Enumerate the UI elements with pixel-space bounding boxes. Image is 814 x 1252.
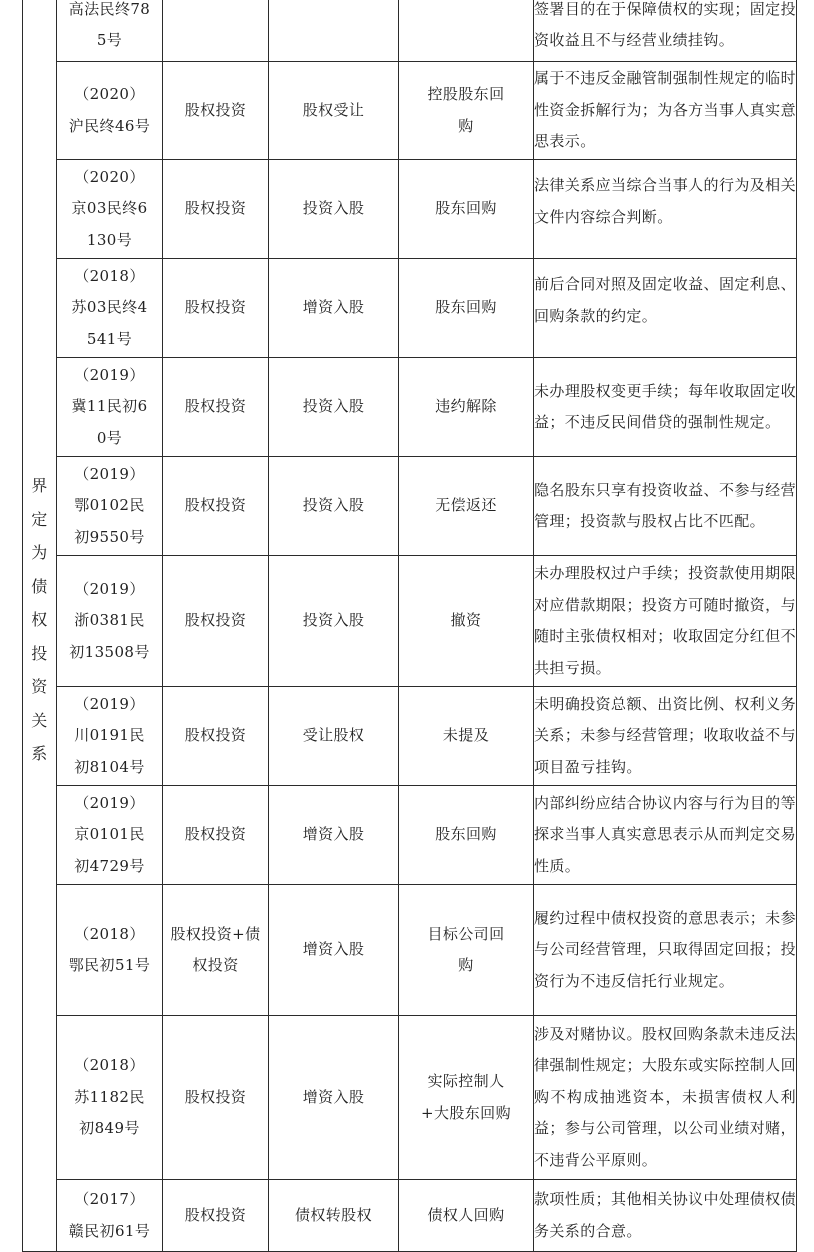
case-number: （2020）京03民终6130号 bbox=[71, 167, 148, 249]
table-row bbox=[23, 0, 797, 62]
judgment-reason: 前后合同对照及固定收益、固定利息、回购条款的约定。 bbox=[534, 275, 796, 325]
investment-method-cell bbox=[269, 457, 399, 556]
case-number: （2018）鄂民初51号 bbox=[68, 924, 151, 974]
exit-method-cell bbox=[399, 1180, 534, 1252]
investment-method-cell bbox=[269, 687, 399, 786]
judgment-reason: 隐名股东只享有投资收益、不参与经营管理；投资款与股权占比不匹配。 bbox=[534, 480, 796, 530]
case-number: （2019）浙0381民初13508号 bbox=[69, 579, 150, 661]
investment-method-cell bbox=[269, 358, 399, 457]
judgment-reason: 未明确投资总额、出资比例、权利义务关系；未参与经营管理；收取收益不与项目盈亏挂钩。 bbox=[534, 694, 796, 776]
investment-method-cell bbox=[269, 786, 399, 885]
investment-method: 股权受让 bbox=[302, 100, 365, 119]
case-number: （2019）鄂0102民初9550号 bbox=[74, 464, 145, 546]
case-number: （2018）苏03民终4541号 bbox=[71, 266, 148, 348]
judgment-reason: 款项性质；其他相关协议中处理债权债务关系的合意。 bbox=[534, 1190, 796, 1240]
investment-method-cell bbox=[269, 160, 399, 259]
exit-method: 目标公司回购 bbox=[427, 924, 505, 974]
exit-method-cell bbox=[399, 556, 534, 687]
case-number: （2019）川0191民初8104号 bbox=[74, 694, 145, 776]
exit-method-cell bbox=[399, 259, 534, 358]
judgment-reason: 涉及对赌协议。股权回购条款未违反法律强制性规定；大股东或实际控制人回购不构成抽逃资本，未损害债权人利益；参与公司管理，以公司业绩对赌，不违背公平原则。 bbox=[534, 1024, 796, 1169]
investment-nature: 股权投资 bbox=[184, 496, 247, 515]
judgment-reason: 法律关系应当综合当事人的行为及相关文件内容综合判断。 bbox=[534, 176, 796, 226]
exit-method: 实际控制人+大股东回购 bbox=[421, 1072, 511, 1122]
judgment-reason-cell bbox=[534, 259, 797, 358]
investment-nature-cell bbox=[163, 0, 269, 62]
exit-method: 控股股东回购 bbox=[427, 85, 505, 135]
investment-nature-cell bbox=[163, 160, 269, 259]
exit-method-cell bbox=[399, 687, 534, 786]
investment-nature-cell bbox=[163, 786, 269, 885]
exit-method-cell bbox=[399, 0, 534, 62]
investment-method: 增资入股 bbox=[302, 1087, 365, 1106]
investment-nature: 股权投资 bbox=[184, 298, 247, 317]
judgment-reason-cell bbox=[534, 457, 797, 556]
category-label: 界定为债权投资关系 bbox=[31, 476, 48, 764]
exit-method: 股东回购 bbox=[435, 825, 497, 844]
judgment-reason-cell bbox=[534, 687, 797, 786]
case-number: （2017）赣民初61号 bbox=[68, 1190, 151, 1240]
exit-method-cell bbox=[399, 358, 534, 457]
exit-method: 违约解除 bbox=[435, 397, 497, 416]
exit-method: 未提及 bbox=[442, 726, 490, 745]
case-number-cell bbox=[57, 0, 163, 62]
judgment-reason: 未办理股权变更手续；每年收取固定收益；不违反民间借贷的强制性规定。 bbox=[534, 381, 796, 431]
investment-nature: 股权投资 bbox=[184, 397, 247, 416]
exit-method-cell bbox=[399, 786, 534, 885]
case-number-cell bbox=[57, 885, 163, 1016]
judgment-reason-cell bbox=[534, 1180, 797, 1252]
judgment-reason-cell bbox=[534, 0, 797, 62]
table-row bbox=[23, 358, 797, 457]
case-number-cell bbox=[57, 457, 163, 556]
judgment-reason: 属于不违反金融管制强制性规定的临时性资金拆解行为；为各方当事人真实意思表示。 bbox=[534, 69, 796, 151]
investment-nature-cell bbox=[163, 62, 269, 160]
investment-method: 投资入股 bbox=[302, 199, 365, 218]
case-number-cell bbox=[57, 358, 163, 457]
table-row bbox=[23, 786, 797, 885]
judgment-reason-cell bbox=[534, 556, 797, 687]
exit-method: 股东回购 bbox=[435, 298, 497, 317]
exit-method: 撤资 bbox=[450, 611, 482, 630]
investment-nature-cell bbox=[163, 358, 269, 457]
investment-method-cell bbox=[269, 1180, 399, 1252]
investment-nature-cell bbox=[163, 1016, 269, 1180]
table-row bbox=[23, 457, 797, 556]
investment-nature: 股权投资 bbox=[184, 825, 247, 844]
judgment-reason: 内部纠纷应结合协议内容与行为目的等探求当事人真实意思表示从而判定交易性质。 bbox=[534, 793, 796, 875]
investment-nature-cell bbox=[163, 259, 269, 358]
investment-method: 增资入股 bbox=[302, 825, 365, 844]
investment-nature-cell bbox=[163, 885, 269, 1016]
case-number-cell bbox=[57, 786, 163, 885]
judgment-reason: 未办理股权过户手续；投资款使用期限对应借款期限；投资方可随时撤资，与随时主张债权相对；收取固定分红但不共担亏损。 bbox=[534, 564, 796, 677]
investment-nature: 股权投资+债权投资 bbox=[170, 924, 261, 974]
exit-method-cell bbox=[399, 62, 534, 160]
investment-method: 投资入股 bbox=[302, 611, 365, 630]
investment-nature: 股权投资 bbox=[184, 1205, 247, 1224]
investment-nature: 股权投资 bbox=[184, 199, 247, 218]
table-row bbox=[23, 1180, 797, 1252]
case-number-cell bbox=[57, 687, 163, 786]
case-number: （2019）京0101民初4729号 bbox=[74, 793, 145, 875]
table-row bbox=[23, 556, 797, 687]
table-row bbox=[23, 687, 797, 786]
investment-nature-cell bbox=[163, 1180, 269, 1252]
judgment-reason: 签署目的在于保障债权的实现；固定投资收益且不与经营业绩挂钩。 bbox=[534, 0, 796, 49]
judgment-reason-cell bbox=[534, 1016, 797, 1180]
investment-method-cell bbox=[269, 0, 399, 62]
case-number-cell bbox=[57, 556, 163, 687]
judgment-reason: 履约过程中债权投资的意思表示；未参与公司经营管理，只取得固定回报；投资行为不违反信托行业规定。 bbox=[534, 908, 796, 990]
investment-method: 增资入股 bbox=[302, 298, 365, 317]
category-cell bbox=[23, 0, 57, 1252]
case-number-cell bbox=[57, 62, 163, 160]
exit-method: 债权人回购 bbox=[427, 1205, 505, 1224]
investment-nature: 股权投资 bbox=[184, 100, 247, 119]
table-row bbox=[23, 62, 797, 160]
judgment-reason-cell bbox=[534, 786, 797, 885]
case-number-cell bbox=[57, 259, 163, 358]
table-row bbox=[23, 885, 797, 1016]
exit-method: 股东回购 bbox=[435, 199, 497, 218]
case-number-cell bbox=[57, 1180, 163, 1252]
table-row bbox=[23, 160, 797, 259]
judgment-reason-cell bbox=[534, 885, 797, 1016]
investment-method-cell bbox=[269, 62, 399, 160]
table-row bbox=[23, 259, 797, 358]
exit-method-cell bbox=[399, 457, 534, 556]
exit-method-cell bbox=[399, 160, 534, 259]
investment-nature: 股权投资 bbox=[184, 726, 247, 745]
case-number: （2018）苏1182民初849号 bbox=[74, 1056, 145, 1138]
investment-method-cell bbox=[269, 885, 399, 1016]
judgment-reason-cell bbox=[534, 358, 797, 457]
investment-method: 投资入股 bbox=[302, 496, 365, 515]
investment-method-cell bbox=[269, 259, 399, 358]
case-number-cell bbox=[57, 1016, 163, 1180]
investment-method-cell bbox=[269, 1016, 399, 1180]
investment-nature-cell bbox=[163, 687, 269, 786]
investment-method: 债权转股权 bbox=[294, 1205, 372, 1224]
exit-method-cell bbox=[399, 1016, 534, 1180]
exit-method-cell bbox=[399, 885, 534, 1016]
investment-method: 增资入股 bbox=[302, 940, 365, 959]
investment-nature: 股权投资 bbox=[184, 611, 247, 630]
investment-method: 受让股权 bbox=[302, 726, 365, 745]
judgment-reason-cell bbox=[534, 160, 797, 259]
case-number: 高法民终785号 bbox=[68, 0, 151, 49]
investment-nature-cell bbox=[163, 457, 269, 556]
investment-nature: 股权投资 bbox=[184, 1087, 247, 1106]
investment-method: 投资入股 bbox=[302, 397, 365, 416]
case-number: （2020）沪民终46号 bbox=[68, 85, 151, 135]
table-row bbox=[23, 1016, 797, 1180]
case-number-cell bbox=[57, 160, 163, 259]
investment-method-cell bbox=[269, 556, 399, 687]
judgment-reason-cell bbox=[534, 62, 797, 160]
exit-method: 无偿返还 bbox=[435, 496, 497, 515]
investment-nature-cell bbox=[163, 556, 269, 687]
case-number: （2019）冀11民初60号 bbox=[71, 365, 148, 447]
case-table bbox=[22, 0, 797, 1252]
